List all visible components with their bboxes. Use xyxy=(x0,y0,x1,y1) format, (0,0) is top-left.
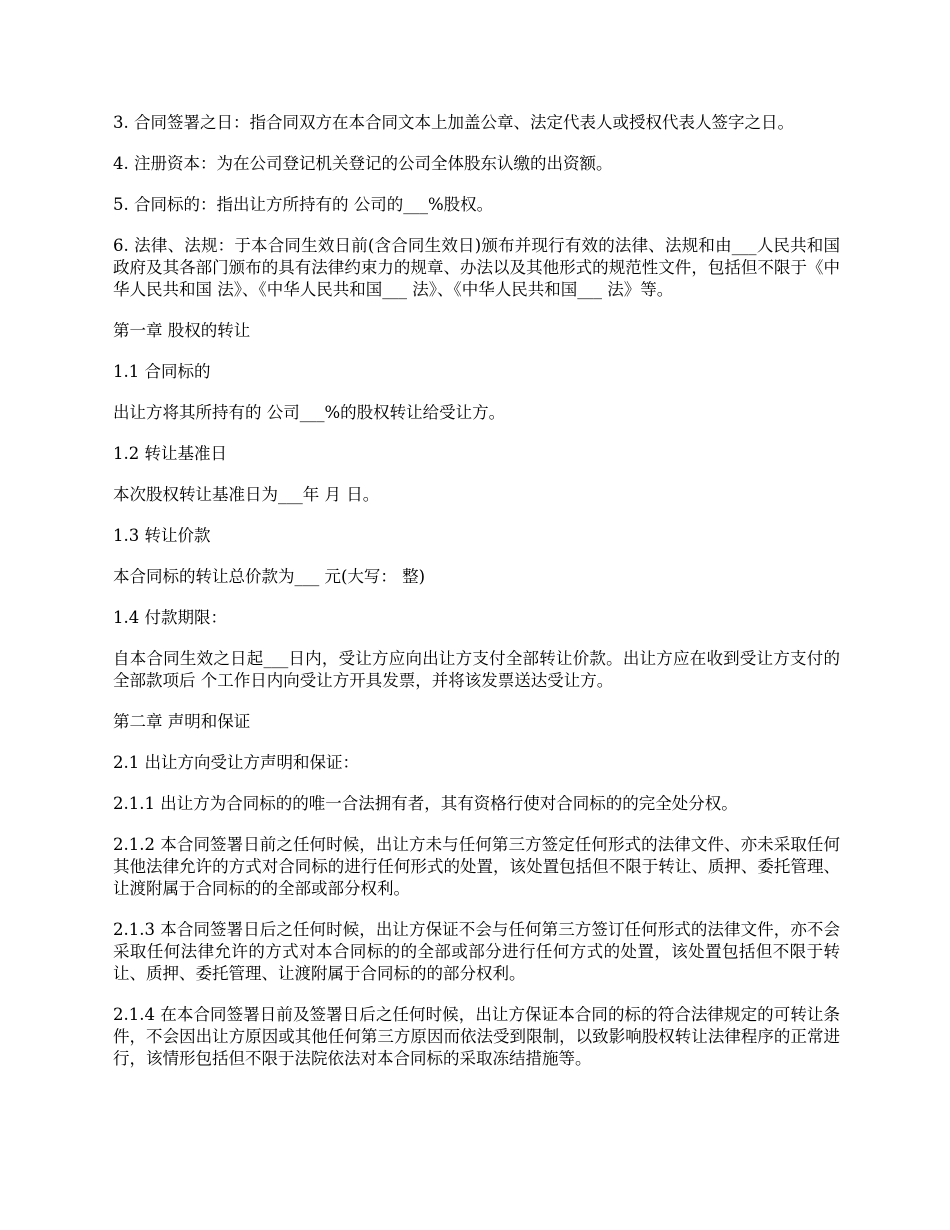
section-1-3-body: 本合同标的转让总价款为___ 元(大写： 整) xyxy=(113,567,426,586)
paragraph-definition-laws: 6. 法律、法规：于本合同生效日前(含合同生效日)颁布并现行有效的法律、法规和由___人民共和国政府及其各部门颁布的具有法律约束力的规章、办法以及其他形式的规范性文件，包括但不限于《中华人民共和国 法》、《中华人民共和国___ 法》、《中华人民共和国___ 法》等。 xyxy=(113,236,840,299)
paragraph-definition-signing-date: 3. 合同签署之日：指合同双方在本合同文本上加盖公章、法定代表人或授权代表人签字之日。 xyxy=(113,113,794,132)
clause-2-1-4: 2.1.4 在本合同签署日前及签署日后之任何时候，出让方保证本合同的标的符合法律规定的可转让条件，不会因出让方原因或其他任何第三方原因而依法受到限制，以致影响股权转让法律程序的正常进行，该情形包括但不限于法院依法对本合同标的采取冻结措施等。 xyxy=(113,1005,840,1068)
section-1-1-heading: 1.1 合同标的 xyxy=(113,362,211,381)
section-1-4-heading: 1.4 付款期限： xyxy=(113,608,227,627)
section-1-3-heading: 1.3 转让价款 xyxy=(113,526,211,545)
clause-2-1-2: 2.1.2 本合同签署日前之任何时候，出让方未与任何第三方签定任何形式的法律文件、亦未采取任何其他法律允许的方式对合同标的进行任何形式的处置，该处置包括但不限于转让、质押、委托管理、让渡附属于合同标的的全部或部分权利。 xyxy=(113,835,840,898)
chapter-1-heading: 第一章 股权的转让 xyxy=(113,321,251,340)
section-1-2-heading: 1.2 转让基准日 xyxy=(113,444,227,463)
chapter-2-heading: 第二章 声明和保证 xyxy=(113,712,251,731)
clause-2-1-3: 2.1.3 本合同签署日后之任何时候，出让方保证不会与任何第三方签订任何形式的法律文件，亦不会采取任何法律允许的方式对本合同标的的全部或部分进行任何方式的处置，该处置包括但不限于转让、质押、委托管理、让渡附属于合同标的的部分权利。 xyxy=(113,920,840,983)
paragraph-definition-registered-capital: 4. 注册资本：为在公司登记机关登记的公司全体股东认缴的出资额。 xyxy=(113,154,613,173)
section-1-2-body: 本次股权转让基准日为___年 月 日。 xyxy=(113,485,380,504)
section-1-1-body: 出让方将其所持有的 公司___%的股权转让给受让方。 xyxy=(113,403,506,422)
paragraph-definition-contract-subject: 5. 合同标的：指出让方所持有的 公司的___%股权。 xyxy=(113,195,494,214)
section-2-1-heading: 2.1 出让方向受让方声明和保证： xyxy=(113,753,359,772)
clause-2-1-1: 2.1.1 出让方为合同标的的唯一合法拥有者，其有资格行使对合同标的的完全处分权。 xyxy=(113,794,738,813)
document-body xyxy=(113,112,840,1089)
section-1-4-body: 自本合同生效之日起___日内，受让方应向出让方支付全部转让价款。出让方应在收到受让方支付的全部款项后 个工作日内向受让方开具发票，并将该发票送达受让方。 xyxy=(113,649,840,690)
